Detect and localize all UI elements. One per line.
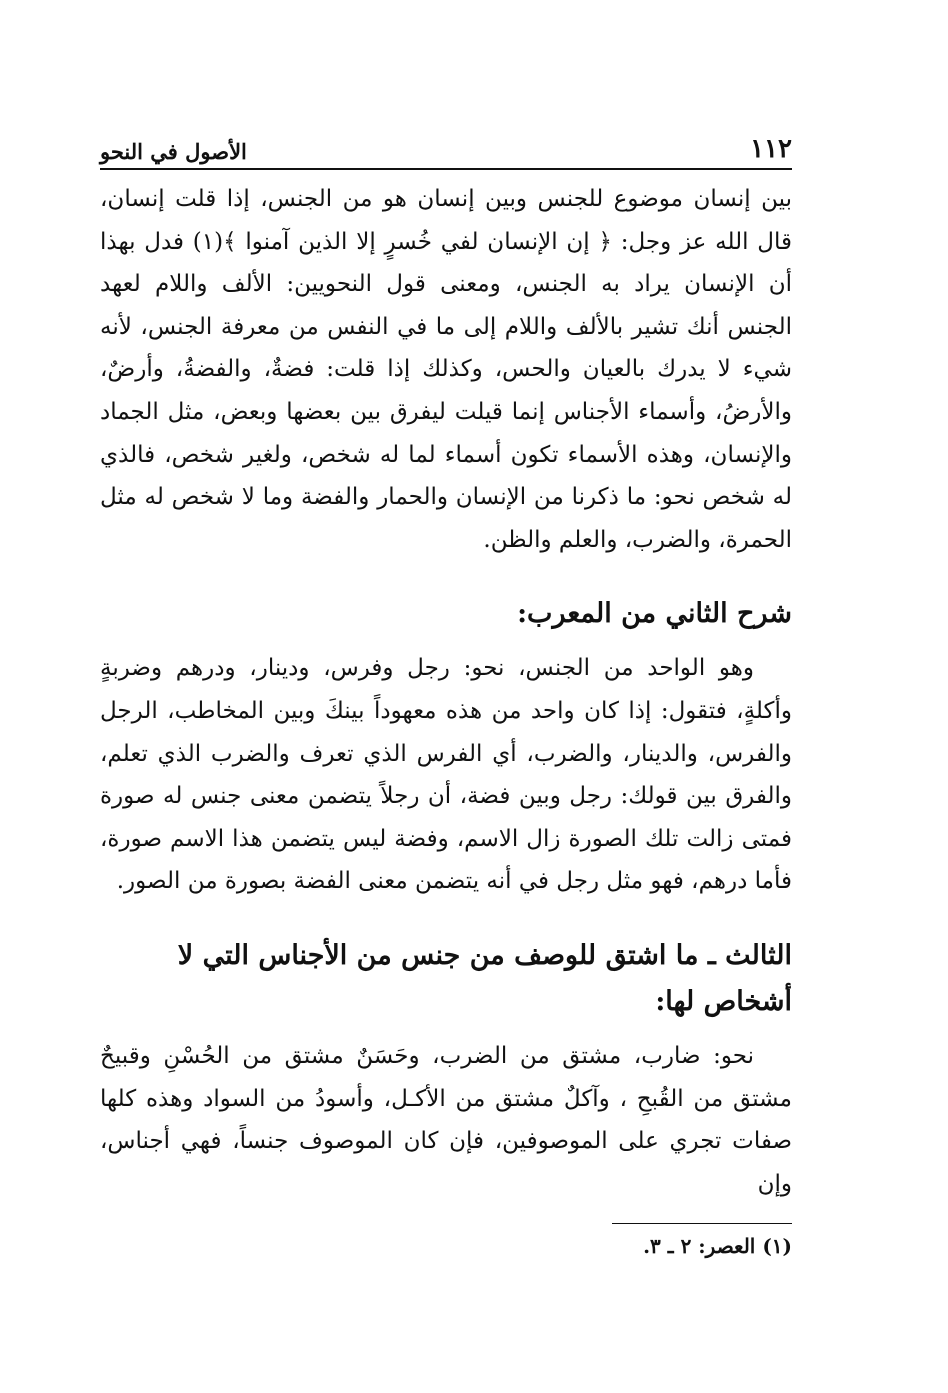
book-page: [100, 120, 792, 1258]
body-paragraph-3: نحو: ضارب، مشتق من الضرب، وحَسَنٌ مشتق من الحُسْنِ وقبيحٌ مشتق من القُبحِ ، وآكلٌ مشتق من الأكـل، وأسودُ من السواد وهذه كلها صفات تجري على الموصوفين، فإن كان الموصوف جنساً، فهي أجناس، وإن: [100, 1042, 792, 1197]
footnote: (١) العصر: ٢ ـ ٣.: [643, 1234, 792, 1259]
running-title: الأصول في النحو: [100, 139, 247, 164]
body-paragraph-1: بين إنسان موضوع للجنس وبين إنسان هو من الجنس، إذا قلت إنسان، قال الله عز وجل: ﴿ إن الإنسان لفي خُسرٍ إلا الذين آمنوا ﴾(١) فدل بهذا أن الإنسان يراد به الجنس، ومعنى قول النحويين: الألف واللام لعهد الجنس أنك تشير بالألف واللام إلى ما في النفس من معرفة الجنس، لأنه شيء لا يدرك بالعيان والحس، وكذلك إذا قلت: فضةٌ، والفضةُ، وأرضٌ، والأرضُ، وأسماء الأجناس إنما قيلت ليفرق بين بعضها وبعض، مثل الجماد والإنسان، وهذه الأسماء تكون أسماء لما له شخص، ولغير شخص، فالذي له شخص نحو: ما ذكرنا من الإنسان والحمار والفضة وما لا شخص له مثل الحمرة، والضرب، والعلم والظن.: [100, 186, 793, 553]
page-number: ١١٢: [750, 134, 792, 164]
section-heading-second: شرح الثاني من المعرب:: [517, 598, 792, 630]
footnote-divider: [612, 1223, 792, 1224]
section-heading-third: الثالث ـ ما اشتق للوصف من جنس من الأجناس التي لا أشخاص لها:: [177, 939, 792, 1017]
page-header: [100, 120, 792, 170]
body-paragraph-2: وهو الواحد من الجنس، نحو: رجل وفرس، ودينار، ودرهم وضربةٍ وأكلةٍ، فتقول: إذا كان واحد من هذه معهوداً بينكَ وبين المخاطب، الرجل والفرس، والدينار، والضرب، أي الفرس الذي تعرف والضرب الذي تعلم، والفرق بين قولك: رجل وبين فضة، أن رجلاً يتضمن معنى جنس له صورة فمتى زالت تلك الصورة زال الاسم، وفضة ليس يتضمن هذا الاسم صورة، فأما درهم، فهو مثل رجل في أنه يتضمن معنى الفضة بصورة من الصور.: [100, 655, 792, 895]
